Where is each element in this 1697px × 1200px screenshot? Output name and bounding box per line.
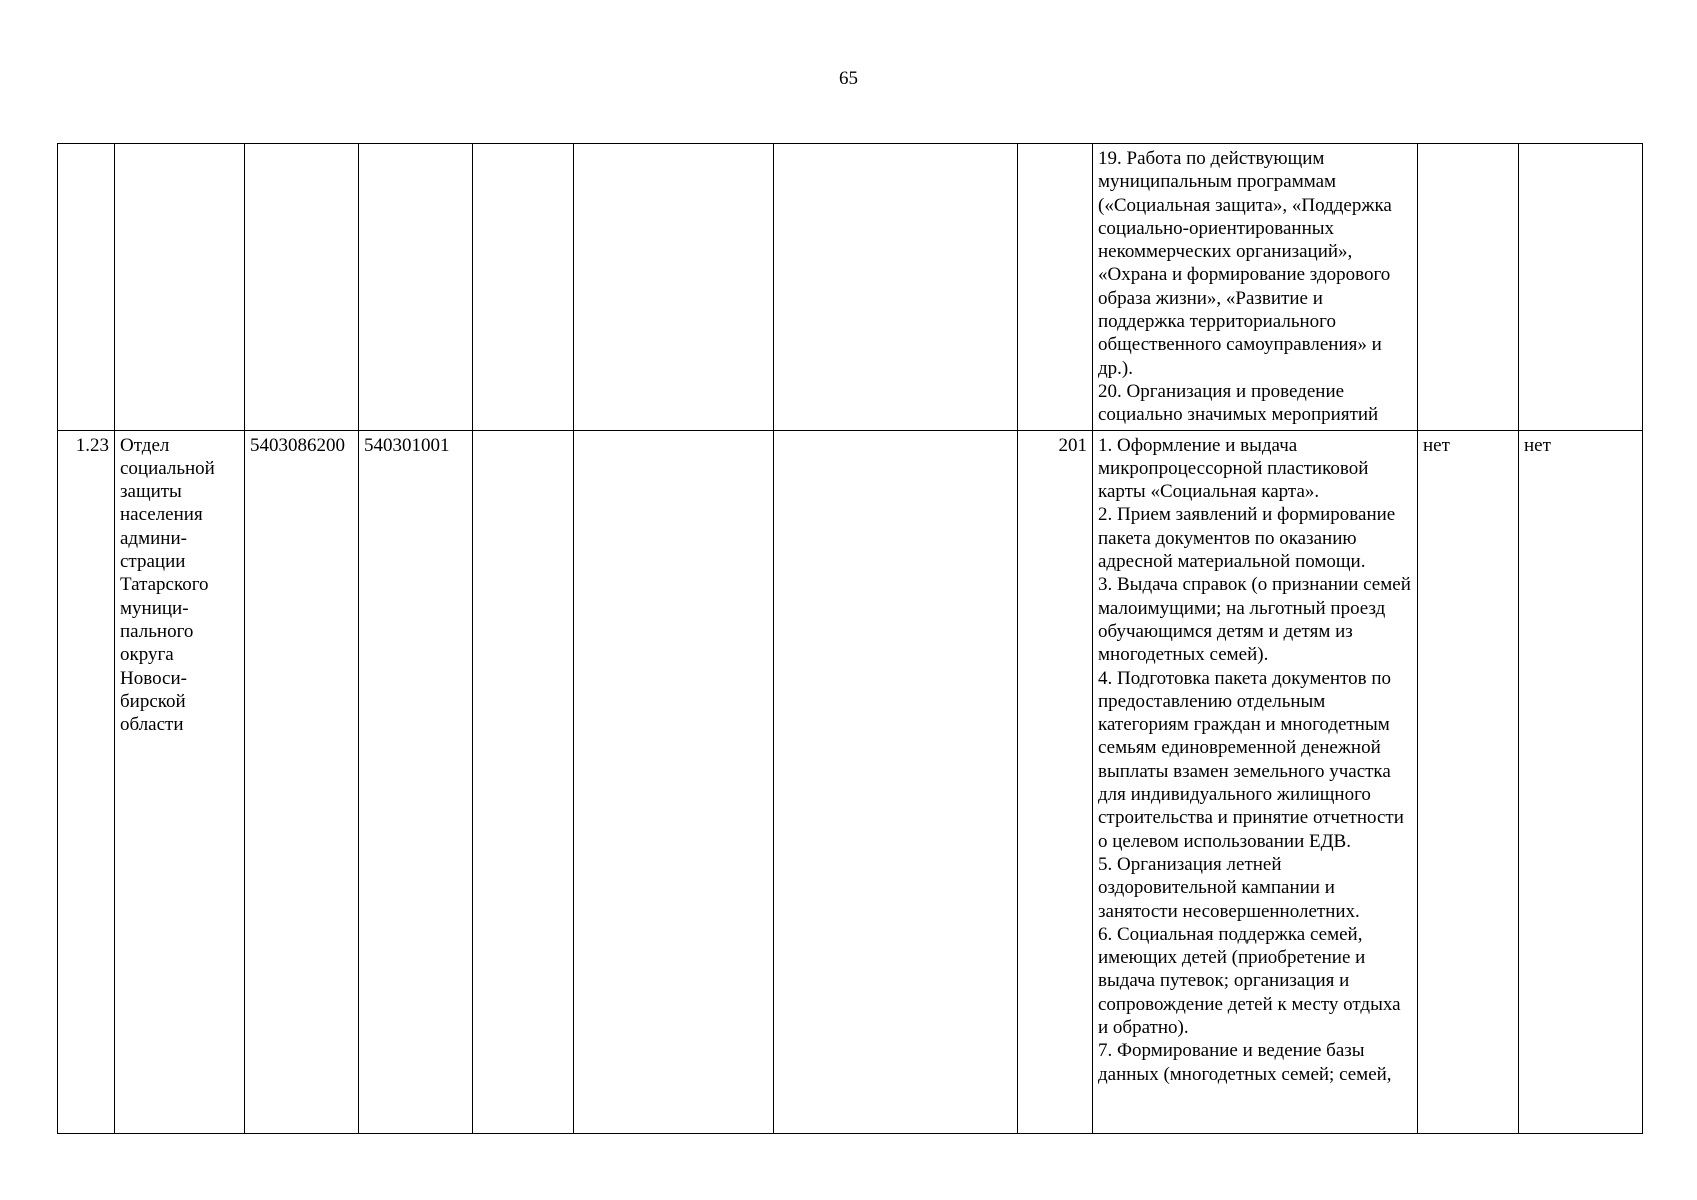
cell-col6 [574,430,774,1133]
cell-col8: 201 [1018,430,1093,1133]
cell-col6 [574,144,774,431]
cell-col11 [1519,144,1643,431]
cell-functions: 19. Работа по действующим муниципальным программам («Социальная защита», «Поддержка социально-ориентированных некоммерческих организаций», «Охрана и формирование здорового образа жизни», «Развитие и поддержка территориального общественного самоуправления» и др.). 20. Организация и проведение социально значимых мероприятий [1093,144,1418,431]
cell-col8 [1018,144,1093,431]
cell-col11: нет [1519,430,1643,1133]
cell-inn: 5403086200 [245,430,359,1133]
cell-col10: нет [1418,430,1519,1133]
cell-organization: Отдел социальной защиты населения админи- страции Татарского муници- пального округа Новоси- бирской области [115,430,245,1133]
cell-kpp: 540301001 [359,430,473,1133]
page-number: 65 [839,68,858,89]
cell-organization [115,144,245,431]
registry-table [57,143,1643,1134]
cell-inn [245,144,359,431]
cell-functions: 1. Оформление и выдача микропроцессорной пластиковой карты «Социальная карта». 2. Прием заявлений и формирование пакета документов по оказанию адресной материальной помощи. 3. Выдача справок (о признании семей малоимущими; на льготный проезд обучающимся детям и детям из многодетных семей). 4. Подготовка пакета документов по предоставлению отдельным категориям граждан и многодетным семьям единовременной денежной выплаты взамен земельного участка для индивидуального жилищного строительства и принятие отчетности о целевом использовании ЕДВ. 5. Организация летней оздоровительной кампании и занятости несовершеннолетних. 6. Социальная поддержка семей, имеющих детей (приобретение и выдача путевок; организация и сопровождение детей к месту отдыха и обратно). 7. Формирование и ведение базы данных (многодетных семей; семей, [1093,430,1418,1133]
cell-col10 [1418,144,1519,431]
cell-number [58,144,115,431]
cell-kpp [359,144,473,431]
cell-col5 [473,430,574,1133]
cell-col7 [774,430,1018,1133]
cell-number: 1.23 [58,430,115,1133]
table-row [58,430,1643,1133]
table-row [58,144,1643,431]
cell-col7 [774,144,1018,431]
cell-col5 [473,144,574,431]
